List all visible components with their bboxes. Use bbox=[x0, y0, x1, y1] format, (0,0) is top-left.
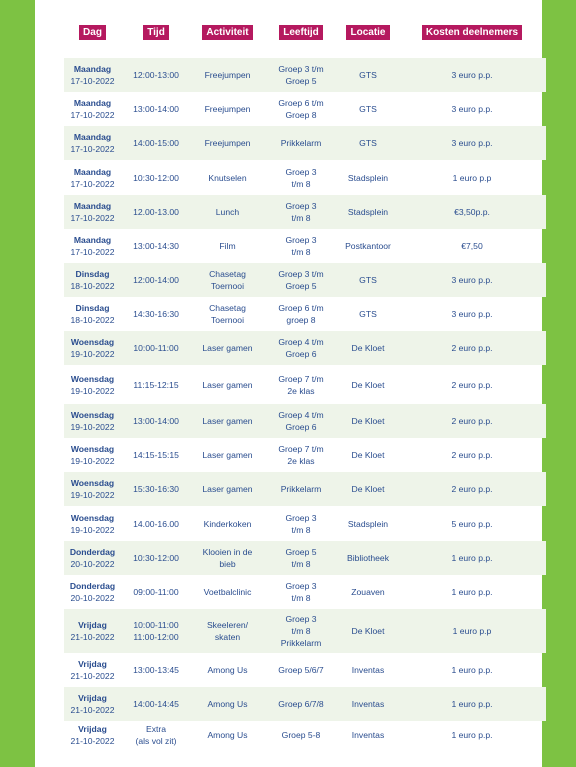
left-green-border bbox=[0, 0, 35, 767]
cell-cost: 1 euro p.p. bbox=[398, 687, 546, 721]
header-label: Leeftijd bbox=[279, 25, 323, 40]
cell-age: Groep 3 t/m Groep 5 bbox=[264, 263, 338, 297]
schedule-row bbox=[64, 506, 546, 541]
day-name: Maandag bbox=[73, 64, 112, 74]
day-name: Dinsdag bbox=[75, 269, 110, 279]
schedule-row bbox=[64, 331, 546, 365]
cell-time: 13:00-14:30 bbox=[133, 241, 179, 251]
cell-time: 14:30-16:30 bbox=[133, 309, 179, 319]
cell-cost: 3 euro p.p. bbox=[398, 263, 546, 297]
cell-age: Groep 5-8 bbox=[281, 730, 321, 740]
day-name: Donderdag bbox=[69, 581, 116, 591]
day-name: Donderdag bbox=[69, 547, 116, 557]
header-label: Locatie bbox=[346, 25, 389, 40]
cell-day bbox=[64, 609, 121, 653]
day-name: Woensdag bbox=[70, 478, 115, 488]
cell-cost: 2 euro p.p. bbox=[398, 404, 546, 438]
cell-location: GTS bbox=[338, 126, 398, 160]
cell-time: 12.00-13.00 bbox=[121, 195, 191, 229]
cell-time: 13:00-14:00 bbox=[133, 104, 179, 114]
cell-time: 12:00-13:00 bbox=[121, 58, 191, 92]
cell-day bbox=[64, 575, 121, 609]
cell-age: Groep 3 t/m 8 bbox=[285, 581, 317, 603]
cell-cost: 1 euro p.p bbox=[452, 172, 492, 183]
day-name: Maandag bbox=[73, 201, 112, 211]
cell-activity: Among Us bbox=[207, 730, 248, 740]
right-green-border bbox=[542, 0, 576, 767]
schedule-row bbox=[64, 653, 546, 687]
day-date: 19-10-2022 bbox=[70, 422, 115, 432]
day-date: 21-10-2022 bbox=[70, 632, 115, 642]
cell-activity: Lunch bbox=[191, 195, 264, 229]
cell-age: Groep 3 t/m 8 bbox=[264, 195, 338, 229]
cell-age: Groep 3 t/m 8 Prikkelarm bbox=[264, 609, 338, 653]
schedule-row bbox=[64, 195, 546, 229]
cell-location: De Kloet bbox=[338, 472, 398, 506]
schedule-row bbox=[64, 365, 546, 404]
cell-activity: Freejumpen bbox=[191, 126, 264, 160]
day-name: Woensdag bbox=[70, 373, 115, 384]
cell-location: De Kloet bbox=[351, 379, 385, 390]
cell-day bbox=[64, 721, 121, 749]
cell-location: Postkantoor bbox=[345, 241, 391, 251]
schedule-row bbox=[64, 92, 546, 126]
cell-location: GTS bbox=[338, 58, 398, 92]
cell-activity: Laser gamen bbox=[202, 379, 253, 390]
day-name: Maandag bbox=[73, 166, 112, 177]
cell-cost: 1 euro p.p bbox=[398, 609, 546, 653]
cell-age: Prikkelarm bbox=[264, 472, 338, 506]
cell-age: Groep 5 t/m 8 bbox=[264, 541, 338, 575]
schedule-table bbox=[64, 20, 546, 749]
cell-age: Groep 4 t/m Groep 6 bbox=[264, 404, 338, 438]
cell-activity: Film bbox=[219, 241, 236, 251]
cell-time: 13:00-13:45 bbox=[133, 665, 179, 675]
header-tijd bbox=[121, 20, 191, 58]
cell-day bbox=[64, 92, 121, 126]
cell-activity: Laser gamen bbox=[202, 450, 253, 460]
header-row bbox=[64, 20, 546, 58]
cell-cost: 1 euro p.p. bbox=[398, 541, 546, 575]
schedule-row bbox=[64, 721, 546, 749]
cell-activity: Laser gamen bbox=[191, 331, 264, 365]
schedule-row bbox=[64, 541, 546, 575]
cell-age: Prikkelarm bbox=[264, 126, 338, 160]
cell-day bbox=[64, 297, 121, 331]
cell-age: Groep 5/6/7 bbox=[278, 665, 324, 675]
cell-activity: Knutselen bbox=[208, 172, 247, 183]
cell-cost: 2 euro p.p. bbox=[451, 379, 493, 390]
day-date: 20-10-2022 bbox=[70, 559, 115, 569]
cell-time: 13:00-14:00 bbox=[121, 404, 191, 438]
cell-day bbox=[64, 160, 121, 195]
cell-age: Groep 3 t/m 8 bbox=[285, 512, 317, 535]
cell-day bbox=[64, 687, 121, 721]
header-activiteit bbox=[191, 20, 264, 58]
cell-activity: Chasetag Toernooi bbox=[191, 263, 264, 297]
cell-time: 09:00-11:00 bbox=[133, 587, 179, 597]
day-date: 19-10-2022 bbox=[70, 385, 115, 396]
day-name: Woensdag bbox=[70, 410, 115, 420]
cell-age: Groep 6/7/8 bbox=[264, 687, 338, 721]
day-date: 21-10-2022 bbox=[70, 671, 115, 681]
day-date: 18-10-2022 bbox=[70, 281, 115, 291]
cell-location: Zouaven bbox=[351, 587, 385, 597]
cell-location: De Kloet bbox=[338, 404, 398, 438]
cell-age: Groep 7 t/m 2e klas bbox=[278, 373, 324, 396]
cell-cost: €7,50 bbox=[461, 241, 483, 251]
cell-time: 14:00-15:00 bbox=[121, 126, 191, 160]
cell-age: Groep 3 t/m 8 bbox=[285, 166, 317, 189]
schedule-row bbox=[64, 575, 546, 609]
day-date: 18-10-2022 bbox=[70, 315, 115, 325]
cell-activity: Voetbalclinic bbox=[203, 587, 252, 597]
day-date: 17-10-2022 bbox=[70, 247, 115, 257]
cell-location: Stadsplein bbox=[347, 172, 389, 183]
header-locatie bbox=[338, 20, 398, 58]
cell-activity: Freejumpen bbox=[204, 104, 251, 114]
cell-day bbox=[64, 126, 121, 160]
cell-activity: Kinderkoken bbox=[203, 518, 252, 529]
cell-time: 11:15-12:15 bbox=[133, 379, 179, 390]
schedule-row bbox=[64, 58, 546, 92]
schedule-row bbox=[64, 297, 546, 331]
cell-age: Groep 6 t/m Groep 8 bbox=[278, 98, 324, 120]
day-date: 19-10-2022 bbox=[70, 524, 115, 535]
day-name: Maandag bbox=[73, 132, 112, 142]
day-name: Vrijdag bbox=[78, 659, 107, 669]
header-label: Activiteit bbox=[202, 25, 252, 40]
day-name: Woensdag bbox=[70, 512, 115, 523]
cell-cost: 3 euro p.p. bbox=[451, 104, 493, 114]
cell-activity: Freejumpen bbox=[191, 58, 264, 92]
header-label: Kosten deelnemers bbox=[422, 25, 522, 40]
cell-time: 12:00-14:00 bbox=[121, 263, 191, 297]
cell-time: 14.00-16.00 bbox=[133, 518, 179, 529]
cell-day bbox=[64, 472, 121, 506]
cell-activity: Among Us bbox=[207, 665, 248, 675]
cell-location: Stadsplein bbox=[347, 518, 389, 529]
cell-cost: 3 euro p.p. bbox=[451, 309, 493, 319]
cell-time: Extra (als vol zit) bbox=[135, 724, 177, 746]
cell-age: Groep 3 t/m 8 bbox=[285, 235, 317, 257]
cell-cost: 1 euro p.p. bbox=[451, 587, 493, 597]
header-dag bbox=[64, 20, 121, 58]
cell-location: Inventas bbox=[338, 687, 398, 721]
day-name: Maandag bbox=[73, 235, 112, 245]
cell-cost: 3 euro p.p. bbox=[398, 126, 546, 160]
cell-cost: 2 euro p.p. bbox=[398, 472, 546, 506]
cell-time: 10:30-12:00 bbox=[133, 172, 179, 183]
cell-cost: 3 euro p.p. bbox=[398, 58, 546, 92]
cell-day bbox=[64, 331, 121, 365]
cell-time: 10:00-11:00 bbox=[121, 331, 191, 365]
day-date: 17-10-2022 bbox=[70, 76, 115, 86]
cell-cost: 5 euro p.p. bbox=[451, 518, 493, 529]
cell-day bbox=[64, 404, 121, 438]
day-date: 17-10-2022 bbox=[70, 144, 115, 154]
cell-cost: 2 euro p.p. bbox=[451, 450, 493, 460]
cell-day bbox=[64, 365, 121, 404]
day-date: 20-10-2022 bbox=[70, 593, 115, 603]
schedule-row bbox=[64, 229, 546, 263]
day-name: Vrijdag bbox=[78, 693, 107, 703]
cell-cost: €3,50p.p. bbox=[398, 195, 546, 229]
cell-location: GTS bbox=[359, 309, 377, 319]
cell-location: Inventas bbox=[351, 665, 385, 675]
cell-cost: 1 euro p.p. bbox=[451, 730, 493, 740]
cell-time: 10:30-12:00 bbox=[121, 541, 191, 575]
schedule-row bbox=[64, 404, 546, 438]
day-name: Maandag bbox=[73, 98, 112, 108]
day-date: 17-10-2022 bbox=[70, 213, 115, 223]
cell-location: De Kloet bbox=[338, 609, 398, 653]
day-name: Woensdag bbox=[70, 444, 115, 454]
cell-location: Stadsplein bbox=[338, 195, 398, 229]
cell-time: 15:30-16:30 bbox=[121, 472, 191, 506]
day-date: 19-10-2022 bbox=[70, 349, 115, 359]
cell-age: Groep 3 t/m Groep 5 bbox=[264, 58, 338, 92]
cell-location: GTS bbox=[359, 104, 377, 114]
day-date: 19-10-2022 bbox=[70, 456, 115, 466]
day-date: 19-10-2022 bbox=[70, 490, 115, 500]
cell-day bbox=[64, 229, 121, 263]
header-label: Tijd bbox=[143, 25, 169, 40]
cell-cost: 2 euro p.p. bbox=[398, 331, 546, 365]
schedule-row bbox=[64, 609, 546, 653]
cell-activity: Laser gamen bbox=[191, 472, 264, 506]
cell-location: De Kloet bbox=[351, 450, 385, 460]
cell-day bbox=[64, 653, 121, 687]
day-name: Vrijdag bbox=[78, 724, 107, 734]
day-date: 21-10-2022 bbox=[70, 736, 115, 746]
day-date: 17-10-2022 bbox=[70, 178, 115, 189]
schedule-row bbox=[64, 160, 546, 195]
cell-age: Groep 7 t/m 2e klas bbox=[278, 444, 324, 466]
header-leeftijd bbox=[264, 20, 338, 58]
cell-location: Bibliotheek bbox=[338, 541, 398, 575]
cell-activity: Laser gamen bbox=[191, 404, 264, 438]
cell-time: 14:00-14:45 bbox=[121, 687, 191, 721]
day-name: Woensdag bbox=[70, 337, 115, 347]
schedule-page bbox=[35, 0, 542, 767]
day-date: 17-10-2022 bbox=[70, 110, 115, 120]
day-date: 21-10-2022 bbox=[70, 705, 115, 715]
cell-cost: 1 euro p.p. bbox=[451, 665, 493, 675]
schedule-row bbox=[64, 472, 546, 506]
cell-age: Groep 4 t/m Groep 6 bbox=[264, 331, 338, 365]
cell-location: GTS bbox=[338, 263, 398, 297]
schedule-row bbox=[64, 263, 546, 297]
cell-day bbox=[64, 263, 121, 297]
cell-day bbox=[64, 438, 121, 472]
schedule-row bbox=[64, 438, 546, 472]
day-name: Vrijdag bbox=[78, 620, 107, 630]
schedule-row bbox=[64, 126, 546, 160]
cell-day bbox=[64, 506, 121, 541]
cell-location: De Kloet bbox=[338, 331, 398, 365]
day-name: Dinsdag bbox=[75, 303, 110, 313]
schedule-row bbox=[64, 687, 546, 721]
cell-activity: Skeeleren/ skaten bbox=[191, 609, 264, 653]
cell-day bbox=[64, 541, 121, 575]
cell-age: Groep 6 t/m groep 8 bbox=[278, 303, 324, 325]
header-kosten bbox=[398, 20, 546, 58]
header-label: Dag bbox=[79, 25, 106, 40]
cell-time: 10:00-11:00 11:00-12:00 bbox=[121, 609, 191, 653]
cell-day bbox=[64, 58, 121, 92]
cell-activity: Klooien in de bieb bbox=[191, 541, 264, 575]
cell-activity: Chasetag Toernooi bbox=[209, 303, 246, 325]
cell-day bbox=[64, 195, 121, 229]
cell-location: Inventas bbox=[351, 730, 385, 740]
cell-time: 14:15-15:15 bbox=[133, 450, 179, 460]
cell-activity: Among Us bbox=[191, 687, 264, 721]
